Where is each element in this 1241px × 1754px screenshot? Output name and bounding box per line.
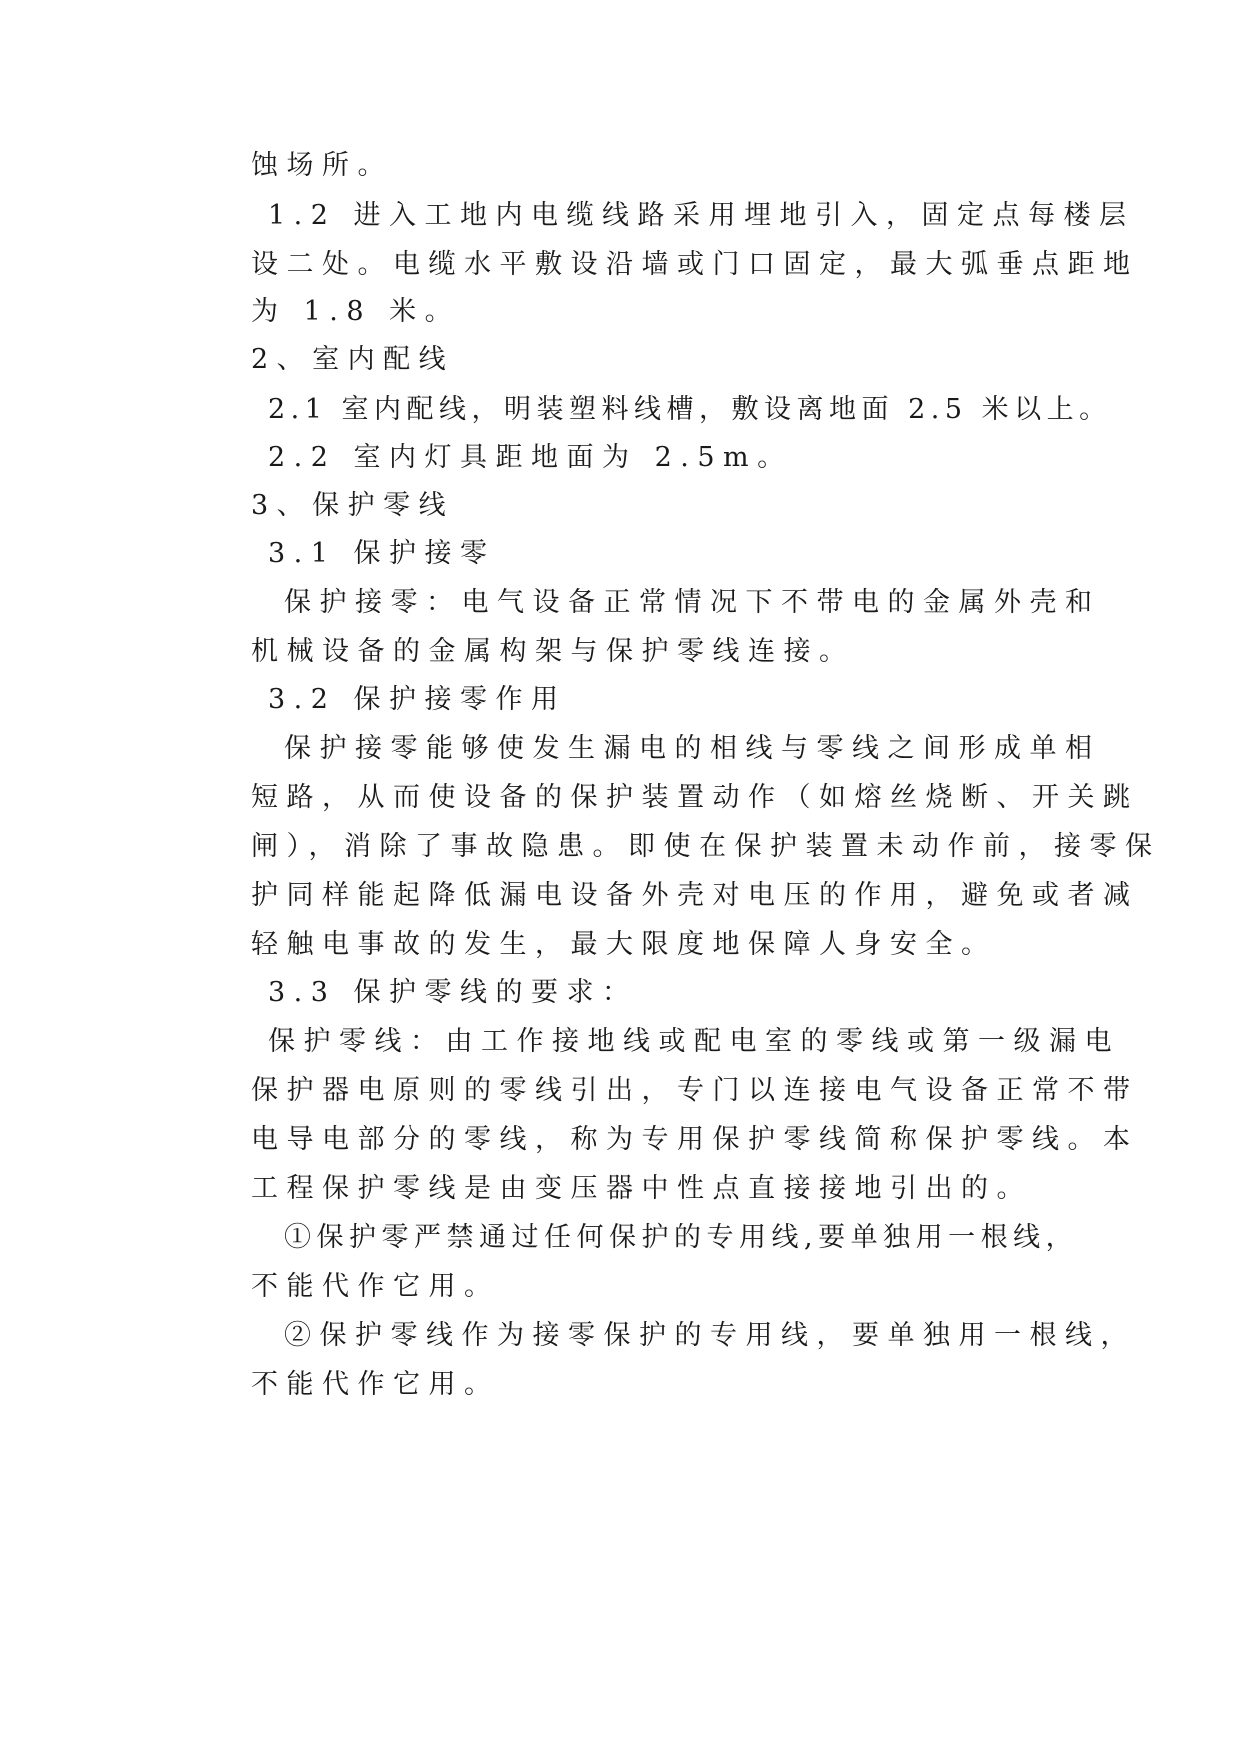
text-line: 保护器电原则的零线引出，专门以连接电气设备正常不带	[251, 1075, 1139, 1106]
text-line: 不能代作它用。	[251, 1369, 500, 1400]
text-line: 2.1 室内配线，明装塑料线槽，敷设离地面 2.5 米以上。	[268, 394, 1112, 425]
text-line: 机械设备的金属构架与保护零线连接。	[251, 636, 855, 667]
text-line: 设二处。电缆水平敷设沿墙或门口固定，最大弧垂点距地	[251, 249, 1139, 280]
list-item: ①保护零严禁通过任何保护的专用线,要单独用一根线，	[284, 1222, 1079, 1253]
subsection-heading: 3.1 保护接零	[268, 538, 496, 569]
subsection-heading: 3.3 保护零线的要求：	[268, 977, 638, 1008]
text-line: 保护接零：电气设备正常情况下不带电的金属外壳和	[284, 587, 1101, 618]
subsection-heading: 3.2 保护接零作用	[268, 684, 567, 715]
text-line: 为 1.8 米。	[251, 296, 461, 327]
text-line: 1.2 进入工地内电缆线路采用埋地引入，固定点每楼层	[268, 200, 1135, 231]
text-line: 工程保护零线是由变压器中性点直接接地引出的。	[251, 1173, 1032, 1204]
text-line: 蚀场所。	[251, 150, 393, 181]
text-line: 2.2 室内灯具距地面为 2.5m。	[268, 442, 793, 473]
section-heading: 3、保护零线	[251, 490, 455, 521]
text-line: 短路，从而使设备的保护装置动作（如熔丝烧断、开关跳	[251, 782, 1139, 813]
text-line: 闸），消除了事故隐患。即使在保护装置未动作前，接零保	[251, 831, 1161, 862]
text-line: 保护接零能够使发生漏电的相线与零线之间形成单相	[284, 733, 1101, 764]
list-item: ②保护零线作为接零保护的专用线，要单独用一根线，	[284, 1320, 1136, 1351]
text-line: 轻触电事故的发生，最大限度地保障人身安全。	[251, 929, 997, 960]
text-line: 护同样能起降低漏电设备外壳对电压的作用，避免或者减	[251, 880, 1139, 911]
text-line: 保护零线：由工作接地线或配电室的零线或第一级漏电	[268, 1026, 1120, 1057]
text-line: 电导电部分的零线，称为专用保护零线简称保护零线。本	[251, 1124, 1139, 1155]
section-heading: 2、室内配线	[251, 344, 455, 375]
text-line: 不能代作它用。	[251, 1271, 500, 1302]
